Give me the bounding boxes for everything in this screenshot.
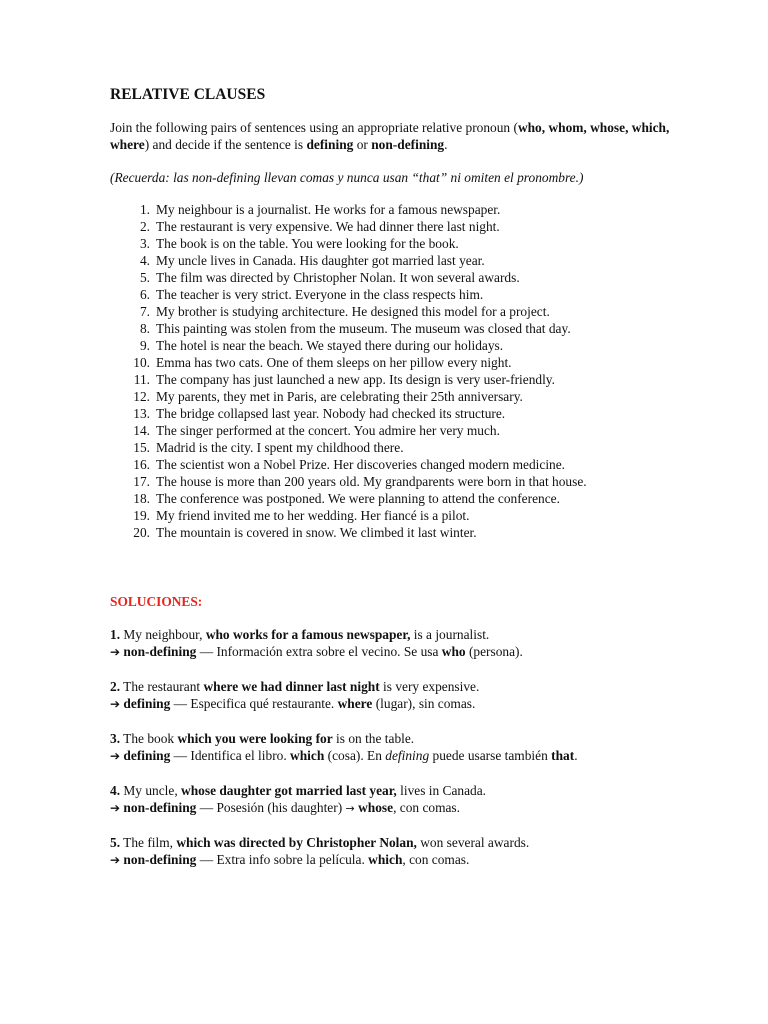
pronoun: which bbox=[368, 852, 403, 867]
exercise-item bbox=[110, 507, 670, 524]
explanation-text: — Extra info sobre la película. bbox=[196, 852, 369, 867]
explanation-text: — Especifica qué restaurante. bbox=[170, 696, 338, 711]
solution-explanation bbox=[110, 799, 670, 817]
exercise-number: 20. bbox=[133, 525, 150, 540]
exercise-item bbox=[110, 337, 670, 354]
instructions bbox=[110, 119, 670, 153]
exercise-number: 12. bbox=[133, 389, 150, 404]
relative-clause: who works for a famous newspaper, bbox=[205, 627, 411, 642]
exercise-text: Madrid is the city. I spent my childhood there. bbox=[156, 440, 404, 455]
exercise-number: 4. bbox=[139, 253, 150, 268]
solution-number: 2. bbox=[110, 679, 121, 694]
explanation-text: — Información extra sobre el vecino. Se usa bbox=[196, 644, 442, 659]
solution-number: 5. bbox=[110, 835, 121, 850]
term-non-defining: non-defining bbox=[371, 137, 445, 152]
sentence-text: is a journalist. bbox=[410, 627, 490, 642]
pronoun-that: that bbox=[551, 748, 575, 763]
exercise-item bbox=[110, 354, 670, 371]
exercise-text: Emma has two cats. One of them sleeps on her pillow every night. bbox=[156, 355, 512, 370]
solution-sentence bbox=[110, 782, 670, 799]
explanation-text: , con comas. bbox=[402, 852, 470, 867]
exercise-number: 10. bbox=[133, 355, 150, 370]
solution-sentence bbox=[110, 834, 670, 851]
exercise-text: This painting was stolen from the museum. The museum was closed that day. bbox=[156, 321, 571, 336]
exercise-number: 5. bbox=[139, 270, 150, 285]
sentence-text: is on the table. bbox=[332, 731, 415, 746]
sentence-text: is very expensive. bbox=[379, 679, 480, 694]
exercise-item bbox=[110, 490, 670, 507]
solution-item bbox=[110, 730, 670, 765]
exercise-text: My uncle lives in Canada. His daughter got married last year. bbox=[156, 253, 485, 268]
pronoun: where bbox=[337, 696, 373, 711]
explanation-text: — Identifica el libro. bbox=[170, 748, 291, 763]
exercise-item bbox=[110, 456, 670, 473]
document-page bbox=[110, 86, 670, 886]
exercise-text: The house is more than 200 years old. My grandparents were born in that house. bbox=[156, 474, 587, 489]
solution-item bbox=[110, 834, 670, 869]
exercise-item bbox=[110, 320, 670, 337]
relative-clause: whose daughter got married last year, bbox=[181, 783, 397, 798]
exercise-text: The hotel is near the beach. We stayed there during our holidays. bbox=[156, 338, 504, 353]
arrow-right-icon: ➔ bbox=[110, 801, 121, 815]
clause-type: non-defining bbox=[123, 852, 197, 867]
exercise-item bbox=[110, 473, 670, 490]
exercise-number: 7. bbox=[139, 304, 150, 319]
small-arrow-icon: → bbox=[345, 802, 355, 815]
explanation-text: (cosa). En bbox=[324, 748, 386, 763]
sentence-text: The restaurant bbox=[120, 679, 204, 694]
explanation-text: (persona). bbox=[465, 644, 523, 659]
solution-sentence bbox=[110, 678, 670, 695]
exercise-text: The mountain is covered in snow. We climbed it last winter. bbox=[156, 525, 477, 540]
solution-explanation bbox=[110, 643, 670, 661]
relative-clause: which was directed by Christopher Nolan, bbox=[176, 835, 417, 850]
exercise-text: The bridge collapsed last year. Nobody had checked its structure. bbox=[156, 406, 506, 421]
instructions-text: ) and decide if the sentence is bbox=[144, 137, 307, 152]
exercise-text: My neighbour is a journalist. He works for a famous newspaper. bbox=[156, 202, 501, 217]
sentence-text: The film, bbox=[120, 835, 177, 850]
relative-clause: where we had dinner last night bbox=[203, 679, 380, 694]
exercise-item bbox=[110, 303, 670, 320]
sentence-text: My neighbour, bbox=[120, 627, 206, 642]
explanation-text: . bbox=[574, 748, 578, 763]
sentence-text: won several awards. bbox=[416, 835, 530, 850]
clause-type: defining bbox=[123, 748, 171, 763]
exercise-item bbox=[110, 422, 670, 439]
exercise-number: 16. bbox=[133, 457, 150, 472]
instructions-text: . bbox=[444, 137, 448, 152]
exercise-number: 18. bbox=[133, 491, 150, 506]
exercise-text: The singer performed at the concert. You admire her very much. bbox=[156, 423, 500, 438]
exercise-item bbox=[110, 286, 670, 303]
solution-item bbox=[110, 626, 670, 661]
solution-number: 3. bbox=[110, 731, 121, 746]
exercise-item bbox=[110, 524, 670, 541]
sentence-text: lives in Canada. bbox=[396, 783, 487, 798]
solution-number: 4. bbox=[110, 783, 121, 798]
exercise-number: 19. bbox=[133, 508, 150, 523]
sentence-text: The book bbox=[120, 731, 178, 746]
exercise-number: 9. bbox=[139, 338, 150, 353]
explanation-text: (lugar), sin comas. bbox=[372, 696, 476, 711]
exercise-number: 3. bbox=[139, 236, 150, 251]
arrow-right-icon: ➔ bbox=[110, 749, 121, 763]
exercise-text: The conference was postponed. We were planning to attend the conference. bbox=[156, 491, 560, 506]
exercise-item bbox=[110, 388, 670, 405]
exercise-item bbox=[110, 269, 670, 286]
pronoun: who bbox=[441, 644, 466, 659]
clause-type: non-defining bbox=[123, 800, 197, 815]
exercise-number: 1. bbox=[139, 202, 150, 217]
instructions-text: Join the following pairs of sentences using an appropriate relative pronoun ( bbox=[110, 120, 518, 135]
term-defining: defining bbox=[385, 748, 430, 763]
exercise-number: 13. bbox=[133, 406, 150, 421]
instructions-text: or bbox=[353, 137, 372, 152]
exercise-text: The film was directed by Christopher Nolan. It won several awards. bbox=[156, 270, 520, 285]
exercise-number: 15. bbox=[133, 440, 150, 455]
solution-item bbox=[110, 782, 670, 817]
sentence-text: My uncle, bbox=[120, 783, 182, 798]
exercise-number: 6. bbox=[139, 287, 150, 302]
solution-sentence bbox=[110, 626, 670, 643]
solution-item bbox=[110, 678, 670, 713]
pronoun-list: who, whom, whose, which, where bbox=[110, 120, 670, 152]
exercise-item bbox=[110, 405, 670, 422]
exercise-number: 8. bbox=[139, 321, 150, 336]
exercise-number: 14. bbox=[133, 423, 150, 438]
document-title: RELATIVE CLAUSES bbox=[110, 86, 266, 103]
term-defining: defining bbox=[306, 137, 354, 152]
exercise-number: 2. bbox=[139, 219, 150, 234]
solution-sentence bbox=[110, 730, 670, 747]
solutions-heading: SOLUCIONES: bbox=[110, 594, 203, 609]
solution-explanation bbox=[110, 851, 670, 869]
pronoun: which bbox=[290, 748, 325, 763]
exercise-list bbox=[110, 201, 670, 541]
solution-number: 1. bbox=[110, 627, 121, 642]
arrow-right-icon: ➔ bbox=[110, 645, 121, 659]
pronoun: whose bbox=[354, 800, 394, 815]
exercise-item bbox=[110, 218, 670, 235]
explanation-text: — Posesión (his daughter) bbox=[196, 800, 346, 815]
exercise-text: The restaurant is very expensive. We had dinner there last night. bbox=[156, 219, 500, 234]
explanation-text: puede usarse también bbox=[429, 748, 552, 763]
exercise-item bbox=[110, 235, 670, 252]
exercise-item bbox=[110, 371, 670, 388]
exercise-text: My parents, they met in Paris, are celebrating their 25th anniversary. bbox=[156, 389, 523, 404]
reminder-note: (Recuerda: las non-defining llevan comas y nunca usan “that” ni omiten el pronombre.) bbox=[110, 170, 584, 185]
exercise-text: My brother is studying architecture. He designed this model for a project. bbox=[156, 304, 550, 319]
exercise-number: 11. bbox=[133, 372, 150, 387]
exercise-text: The book is on the table. You were looking for the book. bbox=[156, 236, 459, 251]
exercise-text: The teacher is very strict. Everyone in the class respects him. bbox=[156, 287, 484, 302]
exercise-item bbox=[110, 252, 670, 269]
solution-explanation bbox=[110, 747, 670, 765]
exercise-text: My friend invited me to her wedding. Her fiancé is a pilot. bbox=[156, 508, 470, 523]
exercise-item bbox=[110, 201, 670, 218]
explanation-text: , con comas. bbox=[393, 800, 460, 815]
exercise-text: The company has just launched a new app. Its design is very user-friendly. bbox=[156, 372, 555, 387]
arrow-right-icon: ➔ bbox=[110, 853, 121, 867]
solution-explanation bbox=[110, 695, 670, 713]
exercise-number: 17. bbox=[133, 474, 150, 489]
exercise-item bbox=[110, 439, 670, 456]
arrow-right-icon: ➔ bbox=[110, 697, 121, 711]
exercise-text: The scientist won a Nobel Prize. Her discoveries changed modern medicine. bbox=[156, 457, 566, 472]
clause-type: non-defining bbox=[123, 644, 197, 659]
relative-clause: which you were looking for bbox=[177, 731, 333, 746]
clause-type: defining bbox=[123, 696, 171, 711]
